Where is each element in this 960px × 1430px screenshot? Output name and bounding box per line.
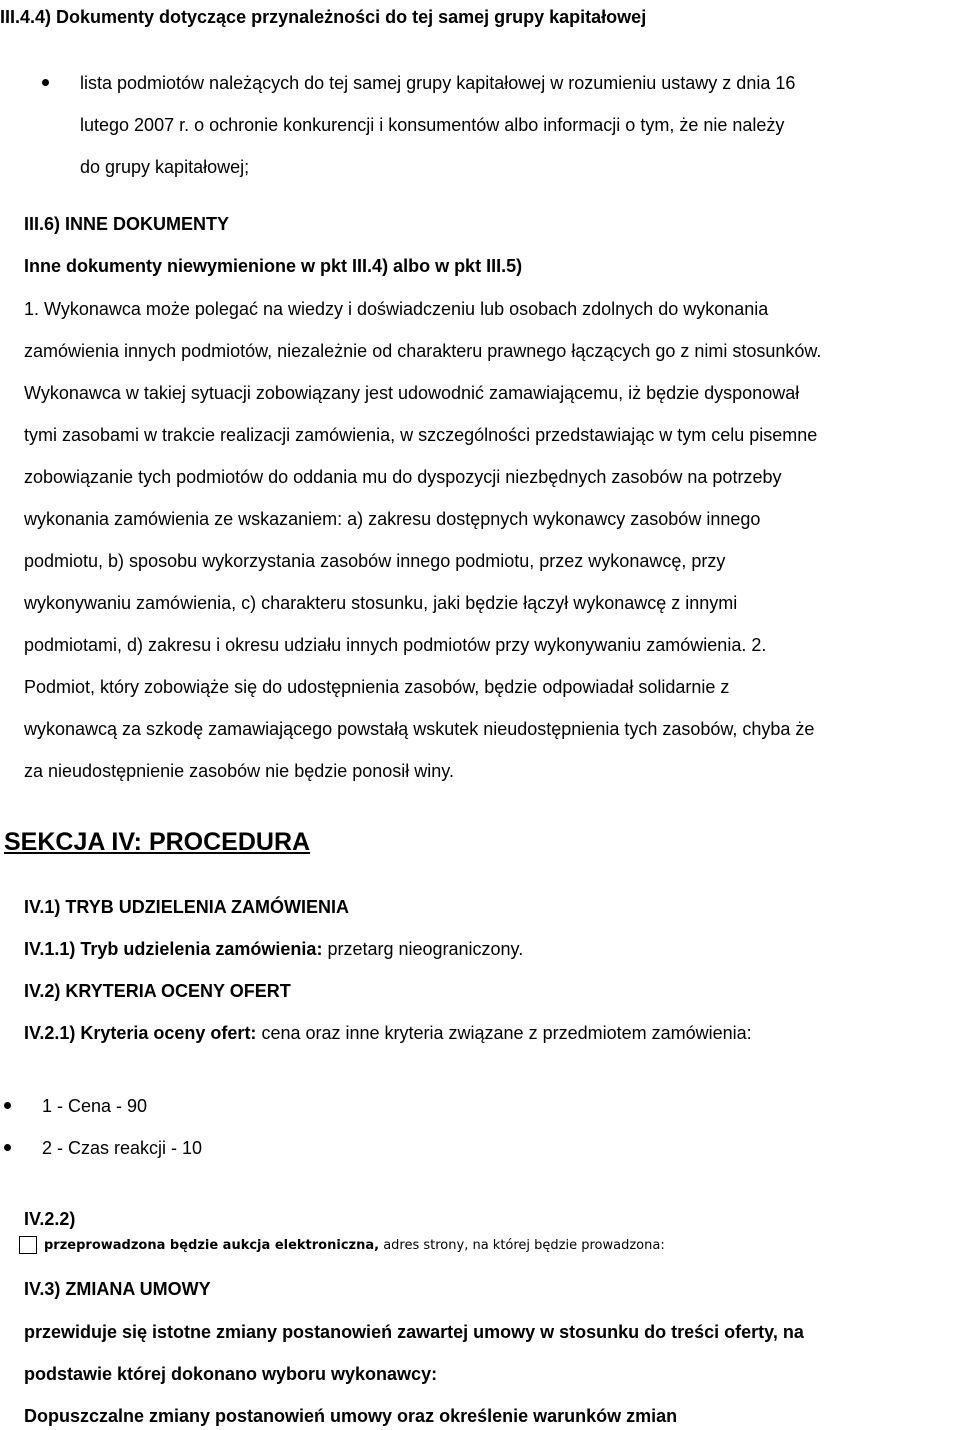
paragraph-line-8: wykonywaniu zamówienia, c) charakteru stosunku, jaki będzie łączył wykonawcę z innymi (24, 593, 738, 613)
paragraph-line-9: podmiotami, d) zakresu i okresu udziału innych podmiotów przy wykonywaniu zamówienia. 2. (24, 635, 767, 655)
section-iv-title: SEKCJA IV: PROCEDURA (4, 828, 311, 856)
paragraph-line-3: Wykonawca w takiej sytuacji zobowiązany jest udowodnić zamawiającemu, iż będzie dysponował (24, 383, 800, 403)
paragraph-line-6: wykonania zamówienia ze wskazaniem: a) zakresu dostępnych wykonawcy zasobów innego (24, 509, 761, 529)
iv-2-1-label: IV.2.1) Kryteria oceny ofert: (24, 1023, 257, 1043)
iv-3-last-heading: Dopuszczalne zmiany postanowień umowy oraz określenie warunków zmian (24, 1406, 678, 1426)
paragraph-line-12: za nieudostępnienie zasobów nie będzie ponosił winy. (24, 761, 454, 781)
paragraph-line-2: zamówienia innych podmiotów, niezależnie od charakteru prawnego łączących go z nimi stosunków. (24, 341, 822, 361)
bullet-icon (42, 79, 49, 86)
iv-2-1-line (24, 1022, 752, 1044)
iv-1-1-value: przetarg nieograniczony. (322, 939, 524, 959)
iv-3-text-line-1: przewiduje się istotne zmiany postanowień zawartej umowy w stosunku do treści oferty, na (24, 1322, 804, 1342)
heading-iii-6: III.6) INNE DOKUMENTY (24, 214, 230, 234)
criterion-item-2: 2 - Czas reakcji - 10 (42, 1138, 203, 1158)
iv-3-text-line-2: podstawie której dokonano wyboru wykonawcy: (24, 1364, 438, 1384)
iii4-bullet-line-3: do grupy kapitałowej; (80, 157, 250, 177)
bullet-icon (4, 1102, 11, 1109)
iv-1-1-line (24, 938, 523, 960)
auction-checkbox[interactable] (19, 1236, 37, 1254)
auction-label-rest: adres strony, na której będzie prowadzona: (379, 1238, 665, 1253)
heading-iv-2-2: IV.2.2) (24, 1209, 76, 1229)
bullet-icon (4, 1144, 11, 1151)
paragraph-line-7: podmiotu, b) sposobu wykorzystania zasobów innego podmiotu, przez wykonawcę, przy (24, 551, 726, 571)
iii4-bullet-line-1: lista podmiotów należących do tej samej grupy kapitałowej w rozumieniu ustawy z dnia 16 (80, 73, 796, 93)
criterion-item-1: 1 - Cena - 90 (42, 1096, 148, 1116)
heading-iii-4-4: III.4.4) Dokumenty dotyczące przynależności do tej samej grupy kapitałowej (0, 7, 647, 27)
heading-iv-2: IV.2) KRYTERIA OCENY OFERT (24, 981, 291, 1001)
paragraph-line-11: wykonawcą za szkodę zamawiającego powstałą wskutek nieudostępnienia tych zasobów, chyba że (24, 719, 815, 739)
heading-iv-1: IV.1) TRYB UDZIELENIA ZAMÓWIENIA (24, 897, 350, 917)
paragraph-line-4: tymi zasobami w trakcie realizacji zamówienia, w szczególności przedstawiając w tym celu pisemne (24, 425, 818, 445)
auction-label (44, 1237, 665, 1255)
iv-1-1-label: IV.1.1) Tryb udzielenia zamówienia: (24, 939, 323, 959)
heading-iv-3: IV.3) ZMIANA UMOWY (24, 1279, 211, 1299)
auction-label-bold: przeprowadzona będzie aukcja elektroniczna, (44, 1238, 380, 1253)
iii4-bullet-line-2: lutego 2007 r. o ochronie konkurencji i konsumentów albo informacji o tym, że nie należy (80, 115, 785, 135)
paragraph-line-10: Podmiot, który zobowiąże się do udostępnienia zasobów, będzie odpowiadał solidarnie z (24, 677, 730, 697)
subheading-iii-6: Inne dokumenty niewymienione w pkt III.4) albo w pkt III.5) (24, 256, 523, 276)
iv-2-1-value: cena oraz inne kryteria związane z przedmiotem zamówienia: (256, 1023, 752, 1043)
paragraph-line-5: zobowiązanie tych podmiotów do oddania mu do dyspozycji niezbędnych zasobów na potrzeby (24, 467, 782, 487)
paragraph-line-1: 1. Wykonawca może polegać na wiedzy i doświadczeniu lub osobach zdolnych do wykonania (24, 299, 769, 319)
